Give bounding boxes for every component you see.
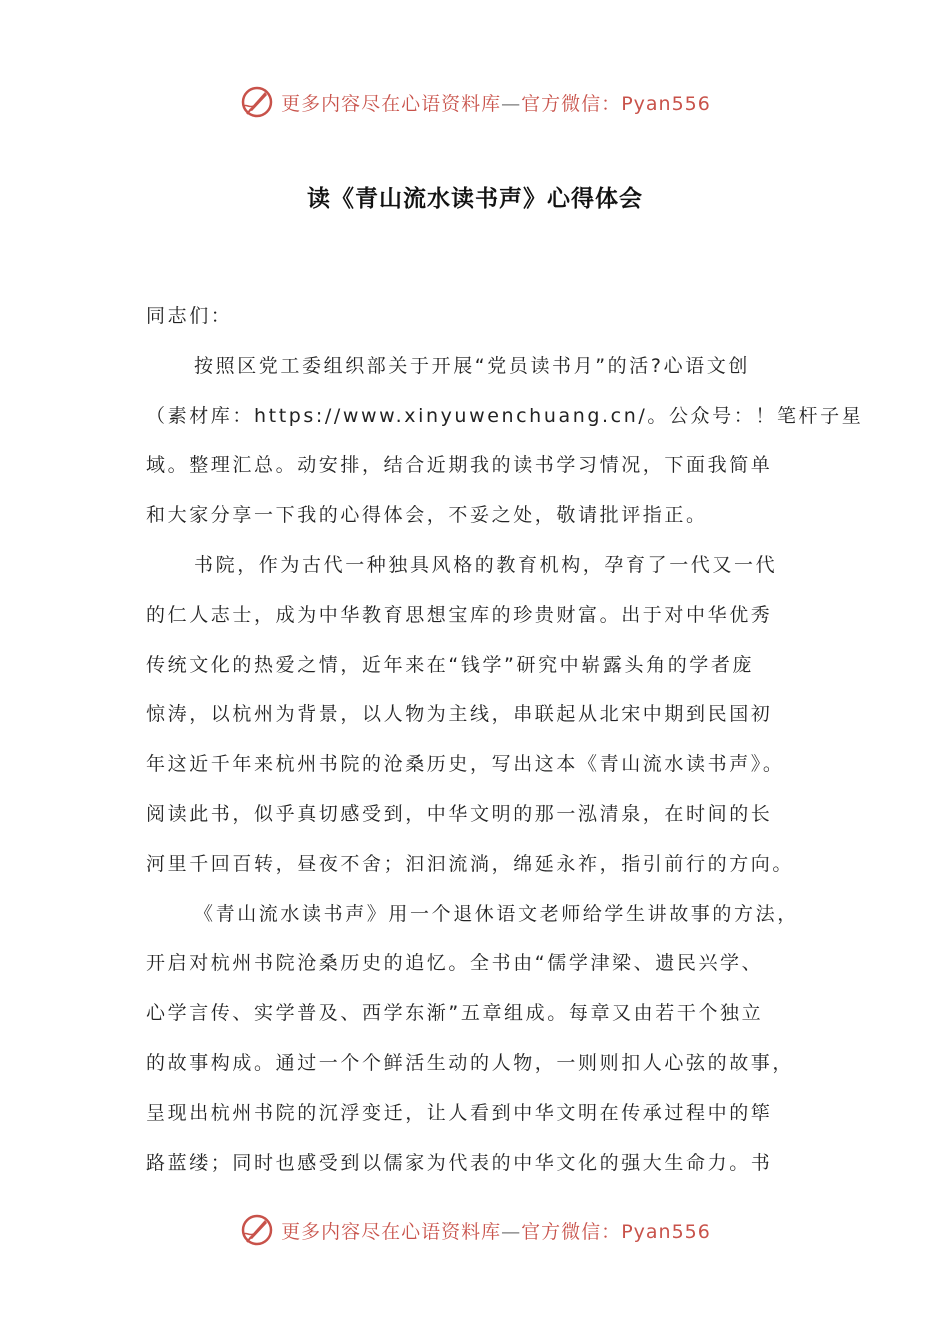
paragraph-line: 域。整理汇总。动安排，结合近期我的读书学习情况，下面我简单	[146, 454, 773, 477]
document-body	[146, 292, 864, 1188]
paragraph-line: （素材库：https://www.xinyuwenchuang.cn/。公众号：！笔杆子星	[146, 404, 864, 427]
banner-main-text: 更多内容尽在心语资料库	[281, 1220, 502, 1243]
paragraph-line: 呈现出杭州书院的沉浮变迁，让人看到中华文明在传承过程中的筚	[146, 1101, 773, 1124]
banner-separator: —	[501, 1220, 522, 1243]
banner-text	[281, 89, 711, 116]
quill-pen-icon	[239, 84, 275, 120]
paragraph-line: 按照区党工委组织部关于开展“党员读书月”的活?心语文创	[194, 354, 750, 377]
paragraph-line: 的故事构成。通过一个个鲜活生动的人物，一则则扣人心弦的故事，	[146, 1051, 795, 1074]
header-watermark-banner	[0, 82, 950, 122]
quill-pen-icon	[239, 1212, 275, 1248]
paragraph-line: 传统文化的热爱之情，近年来在“钱学”研究中崭露头角的学者庞	[146, 653, 755, 676]
banner-wechat-id: Pyan556	[621, 92, 711, 115]
paragraph-line: 路蓝缕；同时也感受到以儒家为代表的中华文化的强大生命力。书	[146, 1151, 773, 1174]
paragraph-line: 的仁人志士，成为中华教育思想宝库的珍贵财富。出于对中华优秀	[146, 603, 773, 626]
banner-text	[281, 1217, 711, 1244]
paragraph-line: 《青山流水读书声》用一个退休语文老师给学生讲故事的方法，	[194, 902, 799, 925]
banner-wechat-id: Pyan556	[621, 1220, 711, 1243]
paragraph-line: 开启对杭州书院沧桑历史的追忆。全书由“儒学津梁、遗民兴学、	[146, 952, 764, 975]
paragraph-line: 心学言传、实学普及、西学东渐”五章组成。每章又由若干个独立	[146, 1002, 764, 1025]
salutation-line: 同志们：	[146, 305, 233, 327]
document-title: 读《青山流水读书声》心得体会	[307, 186, 643, 212]
paragraph-line: 书院，作为古代一种独具风格的教育机构，孕育了一代又一代	[194, 553, 778, 576]
banner-separator: —	[501, 92, 522, 115]
paragraph-line: 惊涛，以杭州为背景，以人物为主线，串联起从北宋中期到民国初	[146, 703, 773, 726]
footer-watermark-banner	[0, 1210, 950, 1250]
banner-label: 官方微信：	[521, 1220, 622, 1243]
paragraph-line: 阅读此书，似乎真切感受到，中华文明的那一泓清泉，在时间的长	[146, 802, 773, 825]
paragraph-line: 年这近千年来杭州书院的沧桑历史，写出这本《青山流水读书声》。	[146, 753, 785, 776]
paragraph-line: 河里千回百转，昼夜不舍；汩汩流淌，绵延永祚，指引前行的方向。	[146, 852, 795, 875]
banner-main-text: 更多内容尽在心语资料库	[281, 92, 502, 115]
paragraph-line: 和大家分享一下我的心得体会，不妥之处，敬请批评指正。	[146, 504, 708, 527]
banner-label: 官方微信：	[521, 92, 622, 115]
